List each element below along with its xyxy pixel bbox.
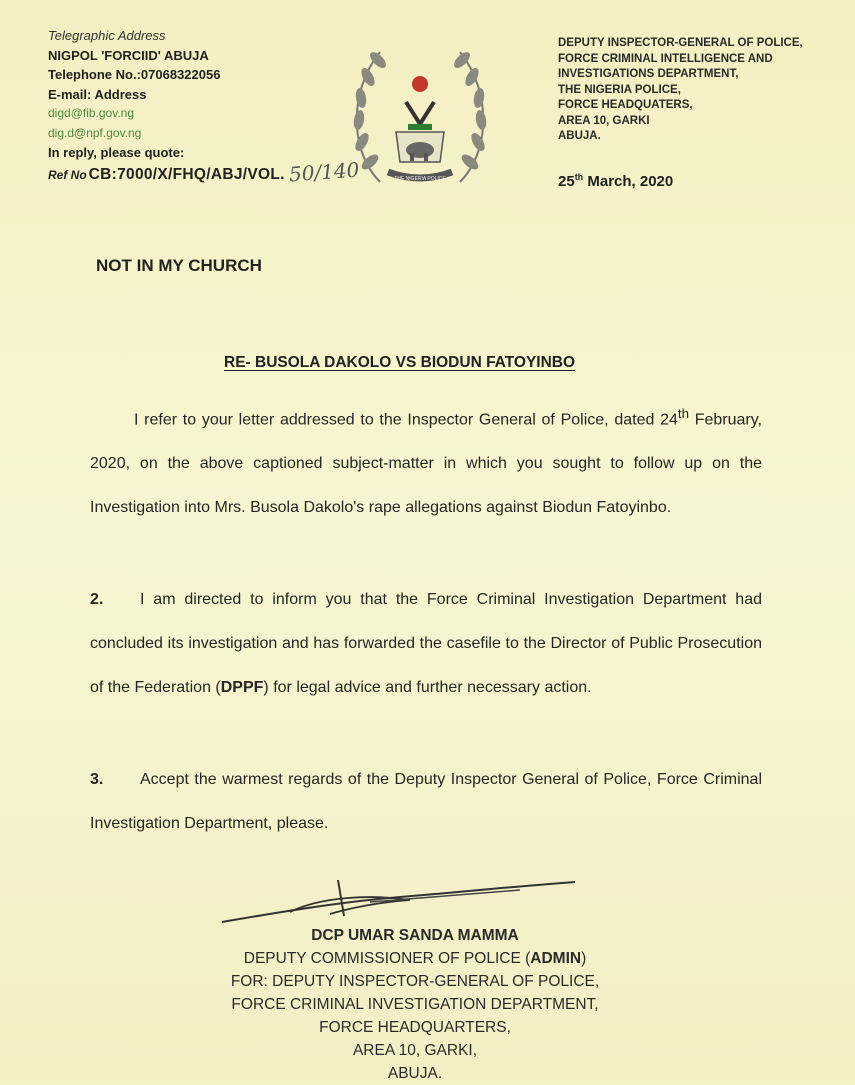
signatory-line: AREA 10, GARKI, bbox=[352, 1042, 478, 1059]
paragraph-3 bbox=[90, 758, 762, 846]
letter-subject: RE- BUSOLA DAKOLO VS BIODUN FATOYINBO bbox=[224, 354, 576, 371]
signatory-title-a: DEPUTY COMMISSIONER OF POLICE ( bbox=[243, 950, 531, 967]
reply-label: In reply, please quote: bbox=[48, 145, 185, 160]
date-suffix: th bbox=[574, 172, 584, 182]
sender-contact-block bbox=[48, 26, 359, 185]
p1-text-a: I refer to your letter addressed to the Inspector General of Police, dated 24 bbox=[134, 411, 678, 429]
police-crest-icon bbox=[340, 32, 500, 202]
p2-number: 2. bbox=[90, 591, 104, 608]
p1-sup: th bbox=[677, 406, 689, 421]
email-1: digd@fib.gov.ng bbox=[48, 106, 135, 120]
telephone: Telephone No.:07068322056 bbox=[48, 67, 221, 82]
p2-text-a: I am directed to inform you that the Force Criminal Investigation Department had concluded its investigation and has forwarded the casefile to the Director of Public Prosecution of the Federation ( bbox=[90, 591, 762, 696]
email-label: E-mail: Address bbox=[48, 86, 147, 102]
signature-icon bbox=[220, 872, 580, 932]
office-line: INVESTIGATIONS DEPARTMENT, bbox=[558, 68, 739, 80]
p2-bold: DPPF bbox=[220, 679, 264, 696]
office-line: ABUJA. bbox=[558, 130, 601, 142]
office-address bbox=[558, 36, 803, 145]
ref-label: Ref No bbox=[48, 167, 87, 182]
signatory-title bbox=[190, 947, 640, 970]
p3-text: Accept the warmest regards of the Deputy Inspector General of Police, Force Criminal Investigation Department, please. bbox=[90, 771, 762, 832]
signatory-title-b: ) bbox=[581, 950, 587, 967]
signatory-line: FOR: DEPUTY INSPECTOR-GENERAL OF POLICE, bbox=[230, 973, 600, 990]
office-line: THE NIGERIA POLICE, bbox=[558, 83, 681, 96]
ref-value: CB:7000/X/FHQ/ABJ/VOL. bbox=[88, 165, 285, 183]
paragraph-1 bbox=[90, 392, 762, 530]
signatory-title-bold: ADMIN bbox=[530, 950, 582, 967]
crest-motto: THE NIGERIA POLICE bbox=[394, 176, 446, 182]
p1-text-b: February, 2020, on the above captioned subject-matter in which you sought to follow up on the Investigation into Mrs. Busola Dakolo's rape allegations against Biodun Fatoyinbo. bbox=[90, 411, 762, 517]
office-line: FORCE HEADQUATERS, bbox=[558, 99, 693, 111]
date-day: 25 bbox=[558, 173, 575, 190]
telegraphic-value: NIGPOL 'FORCIID' ABUJA bbox=[48, 47, 209, 63]
telegraphic-label: Telegraphic Address bbox=[48, 28, 166, 43]
signatory-line: FORCE CRIMINAL INVESTIGATION DEPARTMENT, bbox=[231, 996, 599, 1013]
reference-line bbox=[48, 157, 360, 186]
signatory-line: FORCE HEADQUARTERS, bbox=[319, 1019, 511, 1036]
paragraph-2 bbox=[90, 578, 762, 710]
letter-date bbox=[558, 172, 673, 190]
office-line: DEPUTY INSPECTOR-GENERAL OF POLICE, bbox=[558, 37, 803, 49]
date-rest: March, 2020 bbox=[587, 173, 674, 190]
email-2: dig.d@npf.gov.ng bbox=[48, 125, 142, 140]
p3-number: 3. bbox=[90, 771, 104, 788]
p2-text-b: ) for legal advice and further necessary action. bbox=[263, 679, 592, 696]
addressee: NOT IN MY CHURCH bbox=[96, 256, 262, 275]
signature-block bbox=[190, 924, 640, 1085]
signatory-name: DCP UMAR SANDA MAMMA bbox=[311, 927, 519, 944]
office-line: FORCE CRIMINAL INTELLIGENCE AND bbox=[558, 52, 773, 65]
signatory-line: ABUJA. bbox=[387, 1065, 443, 1082]
handwritten-ref: 50/140 bbox=[287, 157, 360, 186]
office-line: AREA 10, GARKI bbox=[558, 114, 650, 127]
